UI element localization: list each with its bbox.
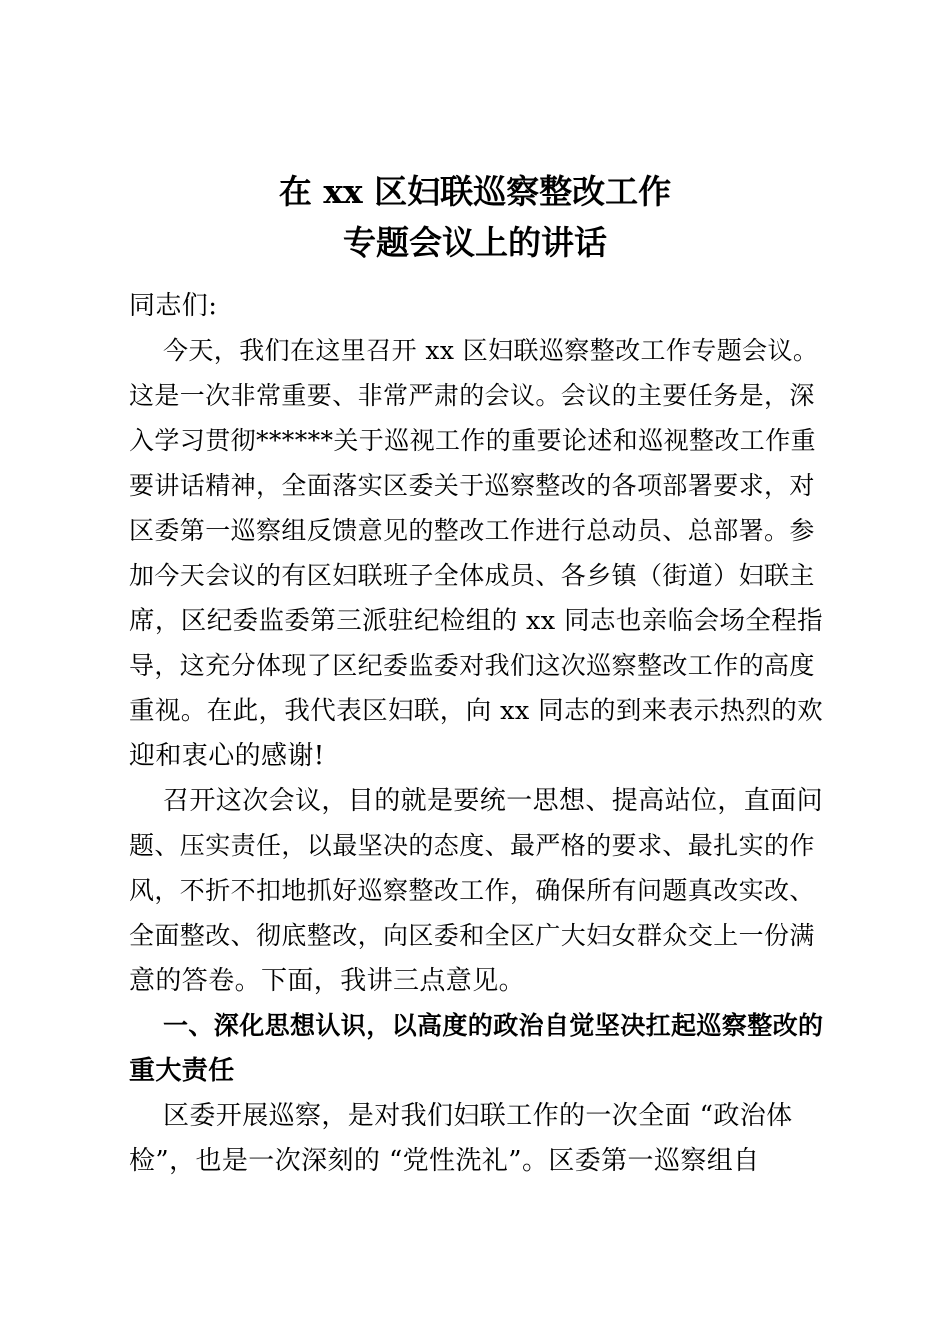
document-title-line-2: 专题会议上的讲话 [343, 223, 607, 262]
body-line-18: 区委开展巡察，是对我们妇联工作的一次全面 “政治体 [163, 1101, 793, 1131]
body-line-8: 导，这充分体现了区纪委监委对我们这次巡察整改工作的高度 [129, 651, 815, 680]
section-heading-line-1: 一、深化思想认识，以高度的政治自觉坚决扛起巡察整改的 [163, 1011, 824, 1040]
section-heading-line-2: 重大责任 [129, 1056, 235, 1086]
body-line-4: 要讲话精神，全面落实区委关于巡察整改的各项部署要求，对 [129, 471, 815, 500]
body-line-15: 意的答卷。下面，我讲三点意见。 [129, 966, 526, 996]
body-line-19: 检”，也是一次深刻的 “党性洗礼”。区委第一巡察组自 [129, 1146, 760, 1176]
body-line-1: 今天，我们在这里召开 xx 区妇联巡察整改工作专题会议。 [163, 336, 819, 365]
body-line-9: 重视。在此，我代表区妇联，向 xx 同志的到来表示热烈的欢 [129, 696, 824, 726]
body-line-6: 加今天会议的有区妇联班子全体成员、各乡镇（街道）妇联主 [129, 561, 815, 590]
body-line-12: 题、压实责任，以最坚决的态度、最严格的要求、最扎实的作 [129, 831, 815, 860]
salutation: 同志们: [129, 291, 218, 321]
body-line-13: 风，不折不扣地抓好巡察整改工作，确保所有问题真改实改、 [129, 876, 815, 905]
body-line-7: 席，区纪委监委第三派驻纪检组的 xx 同志也亲临会场全程指 [129, 606, 824, 636]
body-line-11: 召开这次会议，目的就是要统一思想、提高站位，直面问 [163, 786, 824, 816]
body-line-10: 迎和衷心的感谢! [129, 741, 325, 771]
body-line-14: 全面整改、彻底整改，向区委和全区广大妇女群众交上一份满 [129, 921, 815, 950]
body-line-5: 区委第一巡察组反馈意见的整改工作进行总动员、总部署。参 [129, 516, 815, 545]
body-line-2: 这是一次非常重要、非常严肃的会议。会议的主要任务是，深 [129, 381, 815, 410]
document-title-line-1: 在 xx 区妇联巡察整改工作 [278, 172, 672, 211]
body-line-3: 入学习贯彻******关于巡视工作的重要论述和巡视整改工作重 [129, 426, 817, 455]
